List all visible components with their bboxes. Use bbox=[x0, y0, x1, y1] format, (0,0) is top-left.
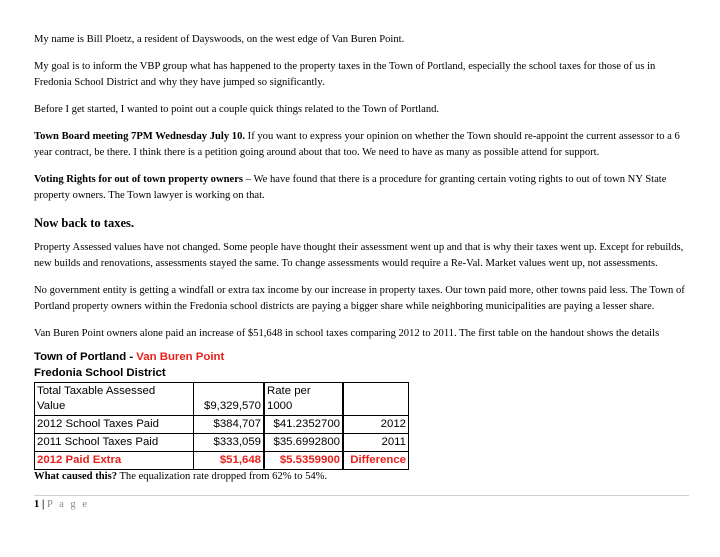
footer-divider bbox=[34, 495, 689, 496]
windfall-paragraph: No government entity is getting a windfall or extra tax income by our increase in property taxes. Our town paid more, other towns paid less. The Town of Portland property owners within the Fredonia school districts are paying a bigger share while neighboring municipalities are paying a lesser share. bbox=[34, 285, 685, 312]
table-row bbox=[35, 416, 409, 434]
table-cell-value: $333,059 bbox=[194, 434, 265, 452]
table-cell-value: $384,707 bbox=[194, 416, 265, 434]
voting-rights-heading: Voting Rights for out of town property owners bbox=[34, 174, 244, 185]
table-row bbox=[35, 434, 409, 452]
voting-rights-paragraph bbox=[34, 172, 690, 204]
voting-rights-text: – We have found that there is a procedure for granting certain voting rights to out of town NY State property owners. The Town lawyer is working on that. bbox=[34, 174, 667, 201]
table-cell-year: Difference bbox=[343, 452, 409, 470]
intro-paragraph: My name is Bill Ploetz, a resident of Dayswoods, on the west edge of Van Buren Point. bbox=[34, 34, 405, 45]
table-cell-rate: $41.2352700 bbox=[264, 416, 343, 434]
table-cell-year: 2011 bbox=[343, 434, 409, 452]
page-number: 1 bbox=[34, 499, 40, 510]
caused-paragraph bbox=[34, 470, 690, 484]
table-subtitle: Fredonia School District bbox=[34, 367, 166, 379]
table-title-red: Van Buren Point bbox=[136, 351, 225, 363]
table-cell-rate: Rate per 1000 bbox=[264, 383, 343, 416]
table-cell-label: 2011 School Taxes Paid bbox=[35, 434, 194, 452]
table-cell-value: $51,648 bbox=[194, 452, 265, 470]
vbp-paragraph: Van Buren Point owners alone paid an increase of $51,648 in school taxes comparing 2012 to 2011. The first table on the handout shows the details bbox=[34, 328, 660, 339]
board-meeting-paragraph bbox=[34, 129, 690, 161]
footer-separator: | bbox=[39, 499, 47, 510]
document-page bbox=[34, 32, 690, 495]
table-cell-rate: $5.5359900 bbox=[264, 452, 343, 470]
table-cell-value: $9,329,570 bbox=[194, 383, 265, 416]
table-title-black: Town of Portland - bbox=[34, 351, 137, 363]
board-meeting-text: If you want to express your opinion on whether the Town should re-appoint the current assessor to a 6 year contract, be there. I think there is a petition going around about that too. We need to have as many as possible attend for support. bbox=[34, 131, 680, 158]
table-title bbox=[34, 349, 690, 365]
table-row bbox=[35, 383, 409, 416]
tax-table bbox=[34, 382, 409, 470]
caused-text: The equalization rate dropped from 62% to 54%. bbox=[117, 471, 328, 482]
goal-paragraph: My goal is to inform the VBP group what has happened to the property taxes in the Town of Portland, especially the school taxes for those of us in Fredonia School District and why they have jumped so significantly. bbox=[34, 61, 656, 88]
board-meeting-heading: Town Board meeting 7PM Wednesday July 10. bbox=[34, 131, 246, 142]
table-cell-year: 2012 bbox=[343, 416, 409, 434]
table-cell-year bbox=[343, 383, 409, 416]
table-cell-label: 2012 School Taxes Paid bbox=[35, 416, 194, 434]
section-heading: Now back to taxes. bbox=[34, 216, 134, 230]
assessed-paragraph: Property Assessed values have not changed. Some people have thought their assessment went up and that is why their taxes went up. Except for rebuilds, new builds and renovations, assessments stayed the same. To change assessments would require a Re-Val. Market values went up, not assessments. bbox=[34, 242, 684, 269]
page-footer bbox=[34, 499, 89, 510]
caused-heading: What caused this? bbox=[34, 471, 117, 482]
table-cell-label: Total Taxable Assessed Value bbox=[35, 383, 194, 416]
page-label: P a g e bbox=[46, 499, 90, 510]
before-paragraph: Before I get started, I wanted to point out a couple quick things related to the Town of Portland. bbox=[34, 104, 440, 115]
table-cell-rate: $35.6992800 bbox=[264, 434, 343, 452]
table-cell-label: 2012 Paid Extra bbox=[35, 452, 194, 470]
table-row-highlight bbox=[35, 452, 409, 470]
